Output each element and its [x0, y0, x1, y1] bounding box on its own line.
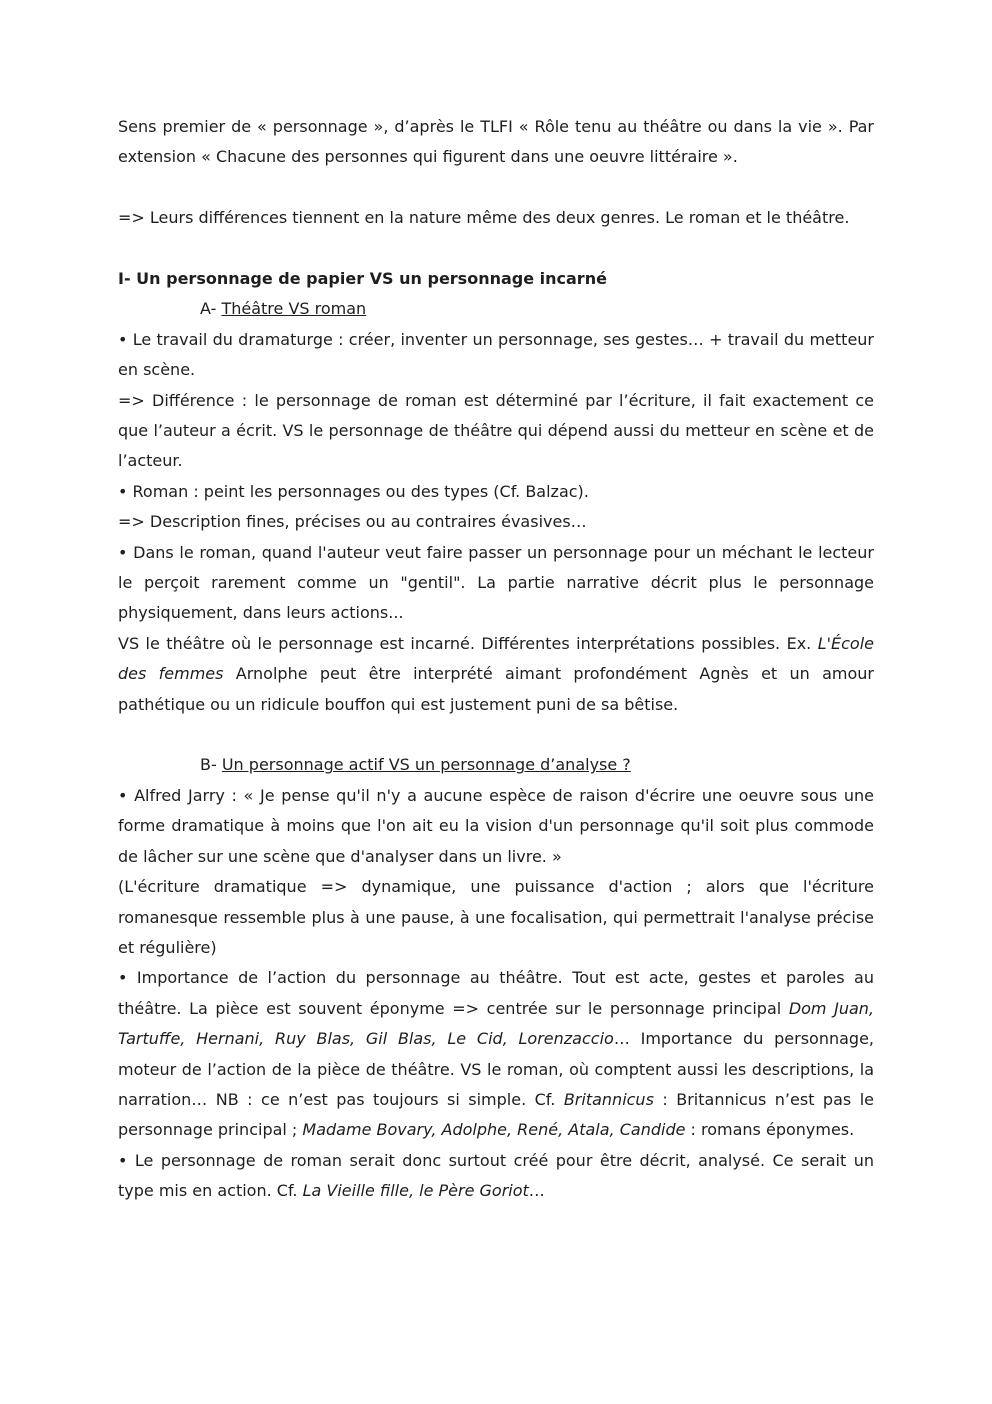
- spacer: [118, 234, 874, 264]
- paragraph-jarry-quote: • Alfred Jarry : « Je pense qu'il n'y a aucune espèce de raison d'écrire une oeuvre sous une forme dramatique à moins que l'on ait eu la vision d'un personnage qu'il soit plus commode de lâcher sur une scène que d'analyser dans un livre. »: [118, 785, 874, 866]
- work-titles: Dom Juan, Tartuffe, Hernani, Ruy Blas, Gil Blas, Le Cid, Lorenzaccio: [118, 998, 875, 1049]
- text-run: : romans éponymes.: [685, 1120, 855, 1140]
- intro-conclusion: => Leurs différences tiennent en la nature même des deux genres. Le roman et le théâtre.: [118, 208, 850, 228]
- paragraph-difference: => Différence : le personnage de roman est déterminé par l’écriture, il fait exactement ce que l’auteur a écrit. VS le personnage de théâtre qui dépend aussi du metteur en scène et de l’acteur.: [118, 390, 874, 471]
- text-run: Arnolphe peut être interprété aimant profondément Agnès et un amour pathétique ou un ridicule bouffon qui est justement puni de sa bêtise.: [118, 664, 874, 714]
- paragraph-dramaturge: • Le travail du dramaturge : créer, inventer un personnage, ses gestes… + travail du metteur en scène.: [118, 329, 874, 380]
- subsection-b-title: Un personnage actif VS un personnage d’analyse ?: [221, 755, 631, 775]
- intro-definition: Sens premier de « personnage », d’après le TLFI « Rôle tenu au théâtre ou dans la vie ». Par extension « Chacune des personnes qui figurent dans une oeuvre littéraire ».: [118, 117, 874, 167]
- work-titles: Madame Bovary, Adolphe, René, Atala, Candide: [302, 1120, 686, 1140]
- paragraph-action: [118, 963, 874, 1145]
- work-titles: La Vieille fille, le Père Goriot: [302, 1181, 529, 1201]
- text-run: • Importance de l’action du personnage au théâtre. Tout est acte, gestes et paroles au théâtre. La pièce est souvent éponyme => centrée sur le personnage principal: [118, 968, 874, 1018]
- text-run: : Britannicus n’est pas le personnage principal ;: [118, 1089, 874, 1140]
- paragraph-incarne: [118, 629, 874, 720]
- paragraph-descriptions: => Description fines, précises ou au contraires évasives…: [118, 512, 587, 532]
- subsection-b-heading: [118, 750, 874, 780]
- paragraph-ecriture: (L'écriture dramatique => dynamique, une puissance d'action ; alors que l'écriture romanesque ressemble plus à une pause, à une focalisation, qui permettrait l'analyse précise et régulière): [118, 877, 874, 957]
- document-body: [118, 112, 874, 1207]
- subsection-a-prefix: A-: [200, 299, 222, 319]
- subsection-a-heading: [118, 294, 874, 324]
- subsection-b-prefix: B-: [200, 755, 222, 775]
- paragraph-conclusion: [118, 1146, 874, 1207]
- text-run: … Importance du personnage, moteur de l’action de la pièce de théâtre. VS le roman, où comptent aussi les descriptions, la narration… NB : ce n’est pas toujours si simple. Cf.: [118, 1029, 874, 1109]
- text-run: VS le théâtre où le personnage est incarné. Différentes interprétations possibles. Ex.: [118, 633, 818, 653]
- subsection-a-title: Théâtre VS roman: [221, 299, 367, 319]
- section-heading: I- Un personnage de papier VS un personnage incarné: [118, 269, 607, 288]
- work-title: L'École des femmes: [118, 633, 874, 684]
- spacer: [118, 720, 874, 750]
- text-run: …: [528, 1181, 545, 1201]
- work-title: Britannicus: [563, 1089, 654, 1109]
- paragraph-roman-types: • Roman : peint les personnages ou des types (Cf. Balzac).: [118, 481, 589, 501]
- text-run: • Le personnage de roman serait donc surtout créé pour être décrit, analysé. Ce serait un type mis en action. Cf.: [118, 1150, 874, 1201]
- paragraph-mechant: • Dans le roman, quand l'auteur veut faire passer un personnage pour un méchant le lecteur le perçoit rarement comme un "gentil". La partie narrative décrit plus le personnage physiquement, dans leurs actions...: [118, 542, 874, 623]
- spacer: [118, 173, 874, 203]
